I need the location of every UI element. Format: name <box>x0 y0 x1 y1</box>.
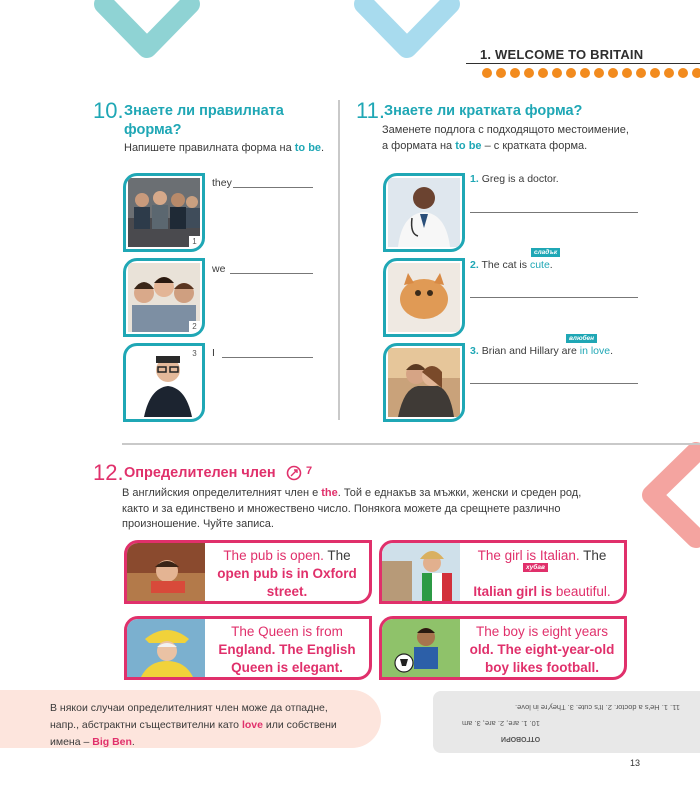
item-label: they <box>212 177 232 189</box>
exercise-12-number: 12. <box>93 460 124 485</box>
card-text: The Queen is from England. The English Queen is elegant. <box>218 624 356 675</box>
exercise-11-sentence-1: 1. Greg is a doctor. <box>470 173 559 185</box>
card-text: The girl is Italian. The Italian girl is beautiful. <box>473 548 611 599</box>
cat-photo <box>388 263 460 332</box>
translation-tag: влюбен <box>566 334 597 343</box>
chevron-down-icon <box>92 0 202 62</box>
exercise-10-number: 10. <box>93 98 124 123</box>
audio-track-number: 7 <box>306 465 313 477</box>
photo-cat <box>383 258 465 337</box>
answer-line[interactable] <box>222 357 313 358</box>
column-divider <box>338 100 340 420</box>
photo-friends-selfie <box>123 258 205 337</box>
photo-number: 3 <box>189 348 200 359</box>
note-text: В някои случаи определителният член може да отпадне, напр., абстрактни съществителни като love или собствени имена – Big Ben. <box>50 702 337 748</box>
photo-number: 1 <box>189 236 200 247</box>
exercise-11-instruction: Заменете подлога с подходящото местоимение, а формата на to be – с кратката форма. <box>382 124 629 152</box>
example-card-pub <box>124 540 372 604</box>
exercise-11-number: 11. <box>356 98 385 123</box>
exercise-11-sentence-3: 3. Brian and Hillary are in love. <box>470 345 614 357</box>
answer-key-title: ОТГОВОРИ <box>500 735 540 742</box>
answer-key <box>433 691 700 753</box>
answer-line[interactable] <box>470 383 638 384</box>
exercise-10-title: Знаете ли правилната форма? <box>124 103 284 138</box>
dot-row-decoration <box>482 67 700 79</box>
audio-track-icon[interactable] <box>286 465 302 481</box>
photo-doctor <box>383 173 465 252</box>
exercise-11-sentence-2: 2. The cat is cute. <box>470 259 553 271</box>
example-card-queen <box>124 616 372 680</box>
exercise-10-instruction: Напишете правилната форма на to be. <box>124 142 325 154</box>
photo-couple <box>383 343 465 422</box>
answer-line[interactable] <box>230 273 313 274</box>
answer-line[interactable] <box>470 297 638 298</box>
translation-tag: сладък <box>531 248 560 257</box>
exercise-11-title: Знаете ли кратката форма? <box>384 103 583 119</box>
answer-line[interactable] <box>233 187 313 188</box>
example-card-boy <box>379 616 627 680</box>
chapter-title: 1. WELCOME TO BRITAIN <box>480 47 644 62</box>
answer-line[interactable] <box>470 212 638 213</box>
queen-photo <box>127 619 205 677</box>
answer-key-line: 11. 1. He's a doctor. 2. It's cute. 3. They're in love. <box>515 703 680 712</box>
photo-friends-phones <box>123 173 205 252</box>
doctor-photo <box>388 178 460 247</box>
boy-photo <box>382 619 460 677</box>
card-text: The pub is open. The open pub is in Oxford street. <box>217 548 357 599</box>
example-card-girl <box>379 540 627 604</box>
chevron-down-icon <box>352 0 462 62</box>
section-divider <box>122 443 700 445</box>
girl-photo <box>382 543 460 601</box>
page-number: 13 <box>630 758 641 768</box>
exercise-12-title: Определителен член <box>124 465 276 481</box>
answer-key-line: 10. 1. are, 2. are, 3. am <box>462 719 540 728</box>
grammar-note <box>0 690 381 748</box>
item-label: we <box>212 263 226 275</box>
item-label: I <box>212 347 215 359</box>
chevron-left-icon <box>638 440 700 550</box>
card-text: The boy is eight years old. The eight-year-old boy likes football. <box>469 624 615 675</box>
header-divider <box>466 63 700 64</box>
photo-man-glasses <box>123 343 205 422</box>
pub-photo <box>127 543 205 601</box>
translation-tag: хубав <box>523 563 548 572</box>
exercise-12-paragraph: В английския определителният член е the. Той е еднакъв за мъжки, женски и среден род, както и за единствено и множествено число. Понякога можете да срещнете различно произношение. Чуйте записа. <box>122 487 582 530</box>
photo-number: 2 <box>189 321 200 332</box>
couple-photo <box>388 348 460 417</box>
